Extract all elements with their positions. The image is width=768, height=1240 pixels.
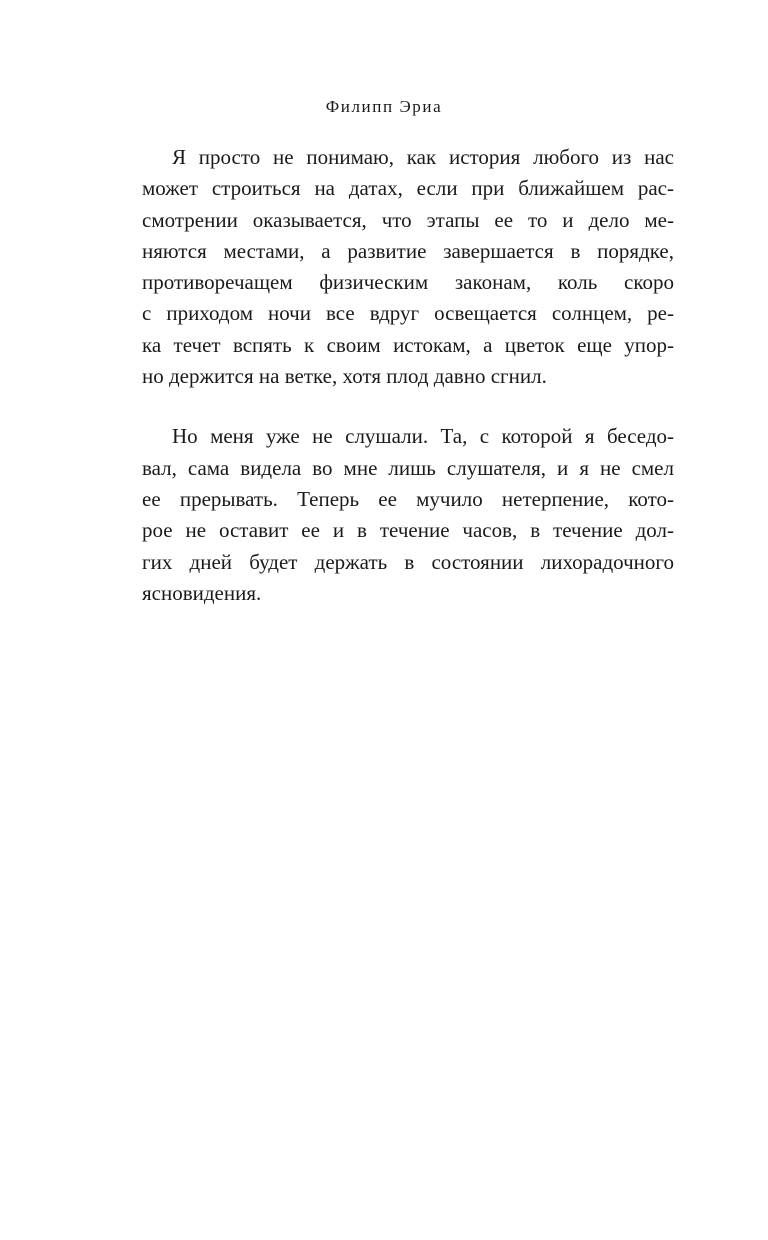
text-line: няются местами, а развитие завершается в порядке, [142,238,674,263]
text-line: рое не оставит ее и в течение часов, в течение дол- [142,518,674,543]
text-line: ее прерывать. Теперь ее мучило нетерпение, кото- [142,486,674,511]
text-line: но держится на ветке, хотя плод давно сгнил. [142,364,547,389]
text-line: может строиться на датах, если при ближайшем рас- [142,176,674,201]
text-line: противоречащем физическим законам, коль скоро [142,270,674,295]
paragraph-1 [142,142,674,392]
text-line: Но меня уже не слушали. Та, с которой я беседо- [172,424,674,449]
text-line: смотрении оказывается, что этапы ее то и дело ме- [142,207,674,232]
text-line: гих дней будет держать в состоянии лихорадочного [142,549,674,574]
text-line: ясновидения. [142,580,262,605]
text-line: Я просто не понимаю, как история любого из нас [172,145,674,169]
running-head-author: Филипп Эриа [325,97,443,116]
paragraph-2 [142,421,674,609]
text-line: вал, сама видела во мне лишь слушателя, и я не смел [142,455,674,480]
body-text [142,142,674,609]
text-line: ка течет вспять к своим истокам, а цветок еще упор- [142,332,674,357]
text-line: с приходом ночи все вдруг освещается солнцем, ре- [142,301,674,326]
